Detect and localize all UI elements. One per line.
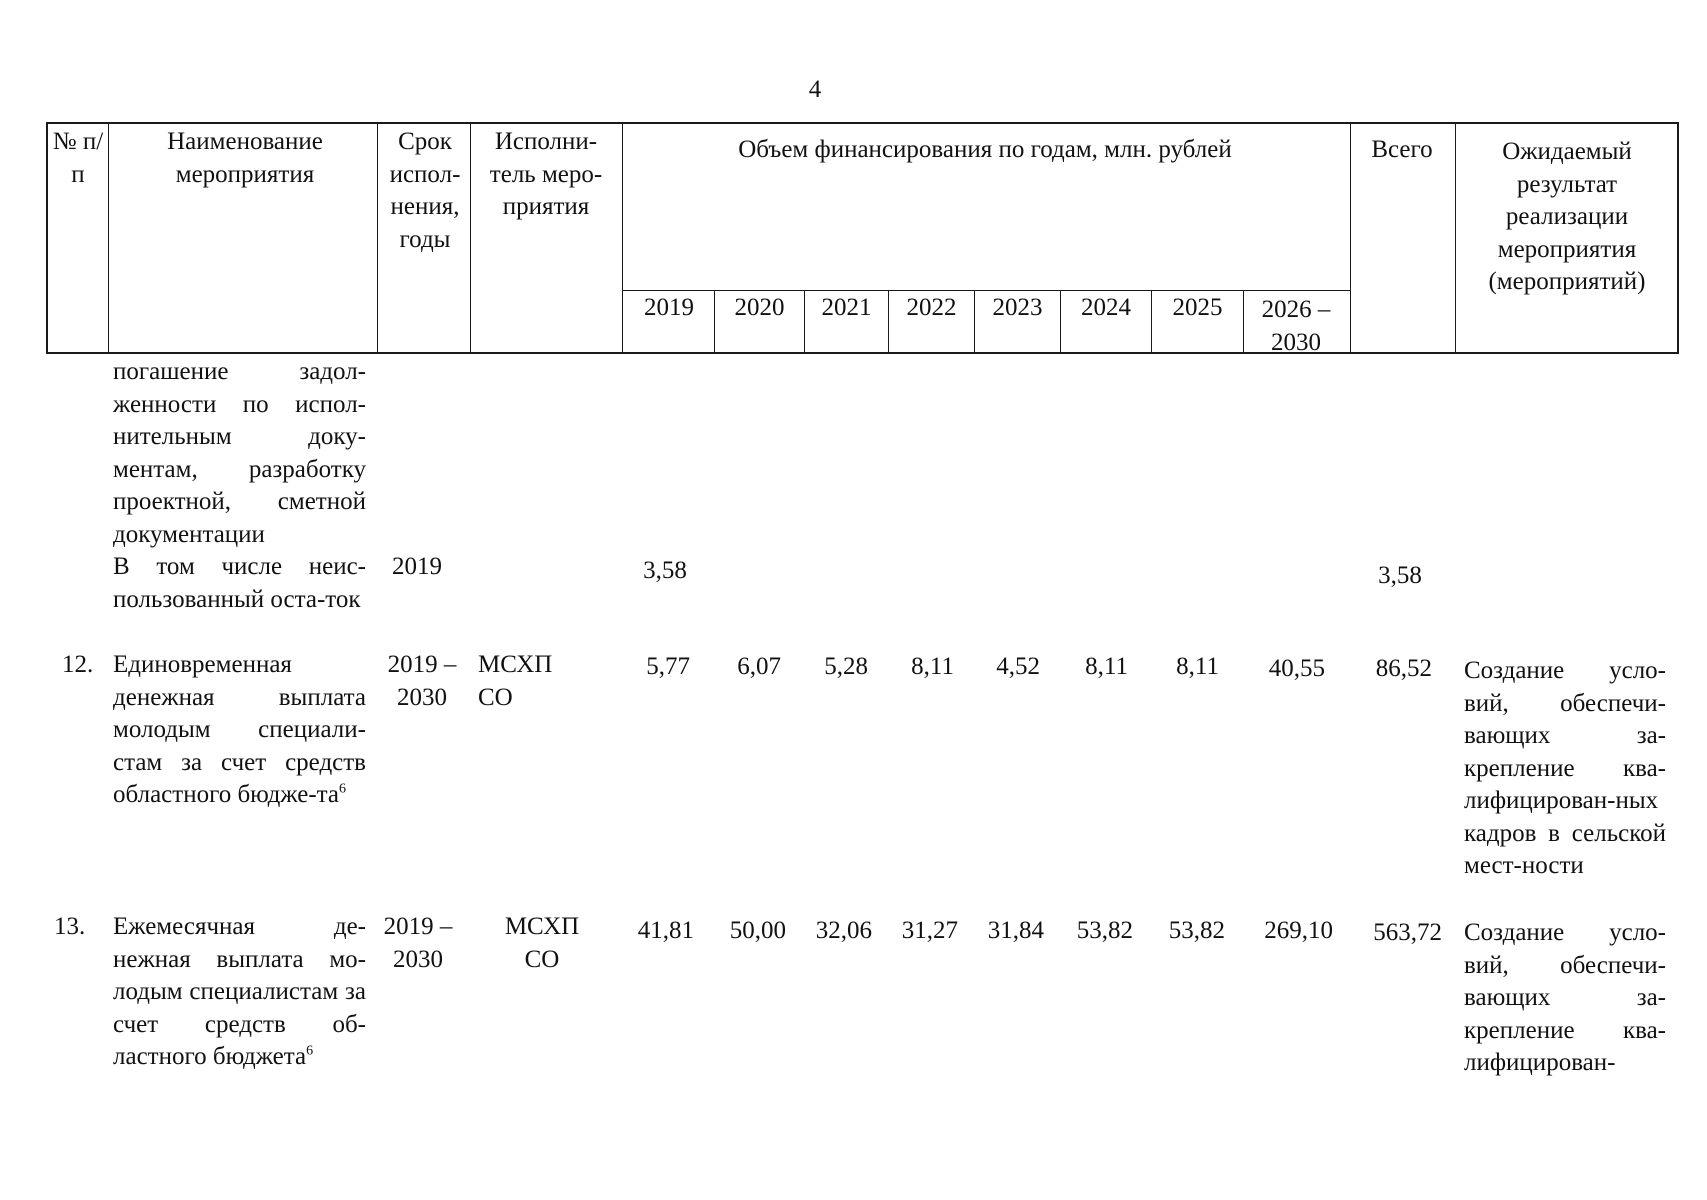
row-value-2019: 41,81 <box>637 917 694 944</box>
subrow-name: В том числе неис-пользованный оста-ток <box>113 553 366 613</box>
row-value-2021: 5,28 <box>824 653 868 680</box>
continuation-name: погашение задол-женности по испол-нительным доку-ментам, разработку проектной, сметной документации <box>113 358 366 548</box>
row-term: 2019 – 2030 <box>387 651 457 711</box>
header-year-2019: 2019 <box>644 294 694 321</box>
row-value-2019: 5,77 <box>646 653 690 680</box>
row-value-2022: 31,27 <box>901 917 958 944</box>
header-year-2025: 2025 <box>1172 294 1223 321</box>
row-value-2024: 53,82 <box>1076 917 1133 944</box>
row-value-2020: 50,00 <box>729 917 786 944</box>
header-year-2026-2030: 2026 – 2030 <box>1261 296 1331 356</box>
row-value-2023: 31,84 <box>987 917 1044 944</box>
row-name: Единовременная денежная выплата молодым специали-стам за счет средств областного бюдже-$та^6$ <box>113 651 366 808</box>
header-executor: Исполни-тель меро-приятия <box>489 128 603 220</box>
header-funding: Объем финансирования по годам, млн. рублей <box>738 136 1232 163</box>
subrow-value-2019: 3,58 <box>643 557 687 584</box>
row-executor: МСХП СО <box>478 651 553 711</box>
header-year-2020: 2020 <box>734 294 785 321</box>
row-value-2023: 4,52 <box>996 653 1040 680</box>
header-total: Всего <box>1371 136 1433 163</box>
header-no: № п/п <box>52 128 104 188</box>
subrow-term: 2019 <box>392 553 442 580</box>
header-name: Наименование мероприятия <box>167 128 323 188</box>
row-value-2025: 8,11 <box>1176 653 1219 680</box>
row-result: Создание усло-вий, обеспечи-вающих за-крепление ква-лифицирован-ных кадров в сельской мест-ности <box>1464 657 1666 879</box>
row-value-2024: 8,11 <box>1085 653 1128 680</box>
row-name: Ежемесячная де-нежная выплата мо-лодым специалистам за счет средств об-ластного бюджета$^6$ <box>113 913 366 1070</box>
row-value-2021: 32,06 <box>815 917 872 944</box>
row-value-2026-2030: 269,10 <box>1264 917 1333 944</box>
row-number: 13. <box>54 913 86 940</box>
row-value-2025: 53,82 <box>1168 917 1225 944</box>
subrow-total: 3,58 <box>1378 562 1422 589</box>
header-year-2021: 2021 <box>821 294 872 321</box>
row-total: 563,72 <box>1373 919 1442 946</box>
row-term: 2019 – 2030 <box>383 913 453 973</box>
header-year-2022: 2022 <box>906 294 957 321</box>
row-executor: МСХП СО <box>504 913 580 973</box>
page-number: 4 <box>808 76 822 103</box>
header-year-2023: 2023 <box>992 294 1043 321</box>
row-number: 12. <box>62 651 94 678</box>
footnote-mark: 6 <box>306 1043 314 1059</box>
footnote-mark: 6 <box>339 781 346 797</box>
row-total: 86,52 <box>1375 655 1432 682</box>
row-result: Создание усло-вий, обеспечи-вающих за-крепление ква-лифицирован- <box>1464 919 1666 1076</box>
header-result: Ожидаемый результат реализации мероприятия (мероприятий) <box>1488 138 1646 295</box>
row-value-2026-2030: 40,55 <box>1268 655 1325 682</box>
header-term: Срок испол-нения, годы <box>389 128 461 253</box>
header-year-2024: 2024 <box>1081 294 1131 321</box>
row-value-2020: 6,07 <box>737 653 781 680</box>
row-value-2022: 8,11 <box>911 653 954 680</box>
